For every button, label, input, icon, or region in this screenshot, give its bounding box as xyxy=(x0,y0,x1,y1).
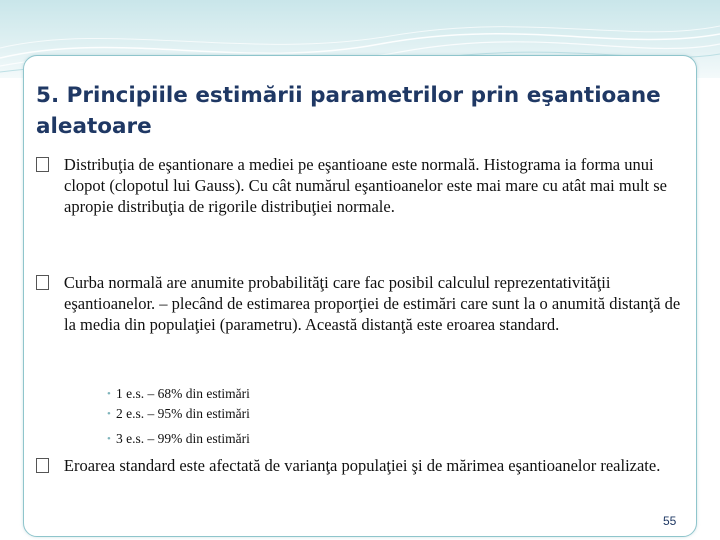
dot-bullet-icon: • xyxy=(107,408,111,420)
page-number: 55 xyxy=(663,514,677,528)
box-bullet-icon xyxy=(36,275,49,290)
sub-item-1-text: 1 e.s. – 68% din estimări xyxy=(116,386,250,401)
sub-item-2-text: 2 e.s. – 95% din estimări xyxy=(116,406,250,421)
paragraph-3 xyxy=(36,455,686,476)
sub-item-3 xyxy=(107,430,250,448)
sub-item-2 xyxy=(107,405,250,423)
box-bullet-icon xyxy=(36,458,49,473)
dot-bullet-icon: • xyxy=(107,433,111,445)
box-bullet-icon xyxy=(36,157,49,172)
paragraph-2-text: Curba normală are anumite probabilităţi care fac posibil calculul reprezentativităţii eşantioanelor. – plecând de estimarea proporţiei de estimări care sunt la o anumită distanţă de la media din populaţiei (parametru). Această distanţă este eroarea standard. xyxy=(63,273,681,334)
paragraph-1-text: Distribuţia de eşantionare a mediei pe eşantioane este normală. Histograma ia forma unui clopot (clopotul lui Gauss). Cu cât numărul eşantioanelor este mai mare cu atât mai mult se apropie distribuţia de rigorile distribuţiei normale. xyxy=(63,155,667,216)
slide-title: 5. Principiile estimării parametrilor prin eşantioane aleatoare xyxy=(36,83,661,139)
sub-item-1 xyxy=(107,385,250,403)
paragraph-2 xyxy=(36,272,686,335)
dot-bullet-icon: • xyxy=(107,388,111,400)
paragraph-3-text: Eroarea standard este afectată de varianţa populaţiei şi de mărimea eşantioanelor realizate. xyxy=(63,456,661,475)
paragraph-1 xyxy=(36,154,686,217)
sub-item-3-text: 3 e.s. – 99% din estimări xyxy=(116,431,250,446)
